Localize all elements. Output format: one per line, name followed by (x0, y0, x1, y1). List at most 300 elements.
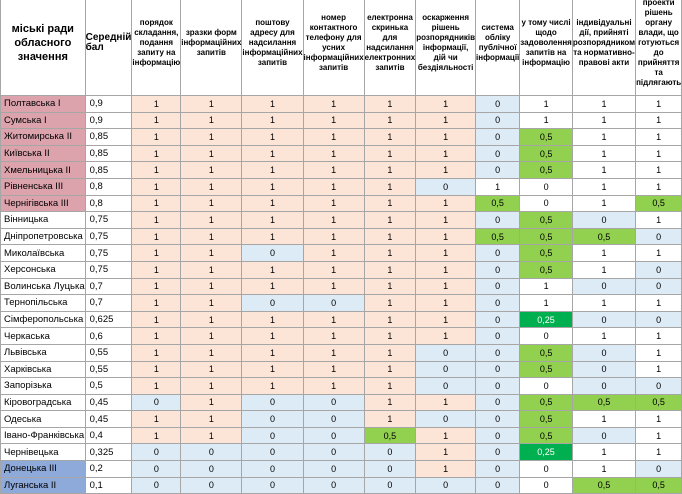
criterion-value-cell[interactable]: 1 (364, 96, 416, 113)
criterion-value-cell[interactable]: 0,5 (520, 129, 573, 146)
criterion-value-cell[interactable]: 1 (242, 212, 303, 229)
criterion-value-cell[interactable]: 1 (416, 228, 476, 245)
criterion-value-cell[interactable]: 0 (364, 477, 416, 494)
header-request-forms[interactable]: зразки форм інформаційних запитів (181, 0, 242, 96)
criterion-value-cell[interactable]: 1 (416, 295, 476, 312)
header-draft-decisions[interactable]: проекти рішень органу влади, що готуються до прийняття та підлягають (636, 0, 682, 96)
criterion-value-cell[interactable]: 0 (572, 212, 635, 229)
criterion-value-cell[interactable]: 0 (242, 295, 303, 312)
criterion-value-cell[interactable]: 1 (242, 162, 303, 179)
criterion-value-cell[interactable]: 0 (520, 195, 573, 212)
criterion-value-cell[interactable]: 0 (520, 378, 573, 395)
criterion-value-cell[interactable]: 1 (132, 311, 181, 328)
header-individual-acts[interactable]: індивідуальні дії, прийняті розпорядником та нормативно-правові акти (572, 0, 635, 96)
criterion-value-cell[interactable]: 1 (416, 112, 476, 129)
header-appeal-procedure[interactable]: оскарження рішень розпорядників інформації, дій чи бездіяльності (416, 0, 476, 96)
criterion-value-cell[interactable]: 0 (416, 344, 476, 361)
city-name-cell[interactable]: Сімферопольська (1, 311, 86, 328)
criterion-value-cell[interactable]: 1 (416, 162, 476, 179)
criterion-value-cell[interactable]: 0 (636, 461, 682, 478)
average-score-cell[interactable]: 0,325 (85, 444, 132, 461)
criterion-value-cell[interactable]: 1 (181, 344, 242, 361)
criterion-value-cell[interactable]: 1 (132, 212, 181, 229)
criterion-value-cell[interactable]: 0 (364, 444, 416, 461)
city-name-cell[interactable]: Одеська (1, 411, 86, 428)
criterion-value-cell[interactable]: 1 (636, 162, 682, 179)
average-score-cell[interactable]: 0,85 (85, 162, 132, 179)
header-cities[interactable]: міські ради обласного значення (1, 0, 86, 96)
criterion-value-cell[interactable]: 1 (520, 278, 573, 295)
average-score-cell[interactable]: 0,4 (85, 427, 132, 444)
city-name-cell[interactable]: Київська ІІ (1, 145, 86, 162)
criterion-value-cell[interactable]: 0 (132, 477, 181, 494)
criterion-value-cell[interactable]: 1 (636, 145, 682, 162)
criterion-value-cell[interactable]: 1 (242, 311, 303, 328)
criterion-value-cell[interactable]: 1 (181, 361, 242, 378)
criterion-value-cell[interactable]: 1 (181, 394, 242, 411)
criterion-value-cell[interactable]: 1 (636, 96, 682, 113)
criterion-value-cell[interactable]: 0,5 (572, 228, 635, 245)
criterion-value-cell[interactable]: 1 (303, 178, 364, 195)
city-name-cell[interactable]: Волинська Луцька (1, 278, 86, 295)
criterion-value-cell[interactable]: 0 (242, 444, 303, 461)
criterion-value-cell[interactable]: 1 (636, 411, 682, 428)
criterion-value-cell[interactable]: 1 (364, 162, 416, 179)
criterion-value-cell[interactable]: 0 (476, 328, 520, 345)
criterion-value-cell[interactable]: 1 (364, 328, 416, 345)
criterion-value-cell[interactable]: 1 (132, 96, 181, 113)
criterion-value-cell[interactable]: 1 (572, 245, 635, 262)
criterion-value-cell[interactable]: 1 (303, 361, 364, 378)
city-name-cell[interactable]: Харківська (1, 361, 86, 378)
criterion-value-cell[interactable]: 0 (476, 361, 520, 378)
criterion-value-cell[interactable]: 0,5 (520, 245, 573, 262)
criterion-value-cell[interactable]: 0,5 (520, 411, 573, 428)
criterion-value-cell[interactable]: 1 (416, 444, 476, 461)
average-score-cell[interactable]: 0,7 (85, 278, 132, 295)
criterion-value-cell[interactable]: 1 (364, 228, 416, 245)
criterion-value-cell[interactable]: 1 (303, 212, 364, 229)
average-score-cell[interactable]: 0,5 (85, 378, 132, 395)
criterion-value-cell[interactable]: 0 (242, 427, 303, 444)
criterion-value-cell[interactable]: 1 (132, 261, 181, 278)
criterion-value-cell[interactable]: 1 (132, 328, 181, 345)
criterion-value-cell[interactable]: 1 (303, 278, 364, 295)
criterion-value-cell[interactable]: 0,5 (520, 344, 573, 361)
criterion-value-cell[interactable]: 1 (636, 295, 682, 312)
criterion-value-cell[interactable]: 1 (364, 178, 416, 195)
criterion-value-cell[interactable]: 0,5 (520, 228, 573, 245)
criterion-value-cell[interactable]: 0 (242, 411, 303, 428)
criterion-value-cell[interactable]: 0 (636, 261, 682, 278)
criterion-value-cell[interactable]: 0 (303, 427, 364, 444)
criterion-value-cell[interactable]: 1 (242, 344, 303, 361)
criterion-value-cell[interactable]: 0,5 (520, 394, 573, 411)
city-name-cell[interactable]: Запорізька (1, 378, 86, 395)
criterion-value-cell[interactable]: 1 (636, 245, 682, 262)
criterion-value-cell[interactable]: 1 (416, 311, 476, 328)
criterion-value-cell[interactable]: 0 (416, 178, 476, 195)
criterion-value-cell[interactable]: 0 (476, 96, 520, 113)
criterion-value-cell[interactable]: 0,5 (364, 427, 416, 444)
criterion-value-cell[interactable]: 1 (416, 461, 476, 478)
criterion-value-cell[interactable]: 1 (181, 129, 242, 146)
city-name-cell[interactable]: Донецька ІІІ (1, 461, 86, 478)
criterion-value-cell[interactable]: 0 (476, 477, 520, 494)
criterion-value-cell[interactable]: 0 (520, 461, 573, 478)
criterion-value-cell[interactable]: 0 (364, 461, 416, 478)
criterion-value-cell[interactable]: 0 (416, 361, 476, 378)
criterion-value-cell[interactable]: 1 (181, 411, 242, 428)
criterion-value-cell[interactable]: 1 (132, 129, 181, 146)
criterion-value-cell[interactable]: 0 (636, 378, 682, 395)
city-name-cell[interactable]: Сумська І (1, 112, 86, 129)
criterion-value-cell[interactable]: 0 (476, 278, 520, 295)
criterion-value-cell[interactable]: 1 (364, 378, 416, 395)
criterion-value-cell[interactable]: 0,5 (520, 427, 573, 444)
criterion-value-cell[interactable]: 1 (572, 112, 635, 129)
criterion-value-cell[interactable]: 1 (636, 344, 682, 361)
criterion-value-cell[interactable]: 0,5 (572, 477, 635, 494)
criterion-value-cell[interactable]: 1 (416, 245, 476, 262)
criterion-value-cell[interactable]: 0 (476, 378, 520, 395)
criterion-value-cell[interactable]: 1 (132, 112, 181, 129)
criterion-value-cell[interactable]: 1 (242, 228, 303, 245)
average-score-cell[interactable]: 0,75 (85, 228, 132, 245)
criterion-value-cell[interactable]: 1 (636, 212, 682, 229)
average-score-cell[interactable]: 0,625 (85, 311, 132, 328)
criterion-value-cell[interactable]: 0 (242, 477, 303, 494)
criterion-value-cell[interactable]: 1 (572, 261, 635, 278)
criterion-value-cell[interactable]: 0 (572, 378, 635, 395)
criterion-value-cell[interactable]: 1 (572, 328, 635, 345)
criterion-value-cell[interactable]: 1 (242, 195, 303, 212)
criterion-value-cell[interactable]: 1 (416, 195, 476, 212)
criterion-value-cell[interactable]: 1 (181, 261, 242, 278)
criterion-value-cell[interactable]: 1 (364, 295, 416, 312)
average-score-cell[interactable]: 0,9 (85, 96, 132, 113)
criterion-value-cell[interactable]: 0 (520, 328, 573, 345)
criterion-value-cell[interactable]: 1 (242, 112, 303, 129)
criterion-value-cell[interactable]: 1 (416, 261, 476, 278)
criterion-value-cell[interactable]: 0 (242, 461, 303, 478)
criterion-value-cell[interactable]: 0 (132, 394, 181, 411)
criterion-value-cell[interactable]: 1 (181, 112, 242, 129)
criterion-value-cell[interactable]: 1 (242, 129, 303, 146)
criterion-value-cell[interactable]: 1 (572, 178, 635, 195)
criterion-value-cell[interactable]: 0 (416, 378, 476, 395)
criterion-value-cell[interactable]: 0,5 (520, 145, 573, 162)
criterion-value-cell[interactable]: 0,5 (572, 394, 635, 411)
criterion-value-cell[interactable]: 0 (476, 129, 520, 146)
criterion-value-cell[interactable]: 1 (303, 96, 364, 113)
criterion-value-cell[interactable]: 0 (476, 344, 520, 361)
criterion-value-cell[interactable]: 0,5 (520, 162, 573, 179)
criterion-value-cell[interactable]: 1 (416, 129, 476, 146)
criterion-value-cell[interactable]: 1 (132, 361, 181, 378)
criterion-value-cell[interactable]: 0 (303, 295, 364, 312)
criterion-value-cell[interactable]: 1 (416, 427, 476, 444)
criterion-value-cell[interactable]: 0 (572, 361, 635, 378)
criterion-value-cell[interactable]: 1 (572, 129, 635, 146)
criterion-value-cell[interactable]: 0 (476, 461, 520, 478)
header-request-satisfaction[interactable]: у тому числі щодо задоволення запитів на інформацію (520, 0, 573, 96)
average-score-cell[interactable]: 0,45 (85, 394, 132, 411)
criterion-value-cell[interactable]: 1 (416, 145, 476, 162)
criterion-value-cell[interactable]: 0 (132, 444, 181, 461)
criterion-value-cell[interactable]: 1 (364, 344, 416, 361)
criterion-value-cell[interactable]: 0 (572, 427, 635, 444)
criterion-value-cell[interactable]: 1 (636, 328, 682, 345)
average-score-cell[interactable]: 0,8 (85, 178, 132, 195)
criterion-value-cell[interactable]: 1 (636, 427, 682, 444)
city-name-cell[interactable]: Кіровоградська (1, 394, 86, 411)
average-score-cell[interactable]: 0,85 (85, 129, 132, 146)
average-score-cell[interactable]: 0,55 (85, 361, 132, 378)
city-name-cell[interactable]: Черкаська (1, 328, 86, 345)
criterion-value-cell[interactable]: 1 (416, 328, 476, 345)
criterion-value-cell[interactable]: 0 (476, 245, 520, 262)
criterion-value-cell[interactable]: 1 (364, 129, 416, 146)
criterion-value-cell[interactable]: 1 (242, 178, 303, 195)
criterion-value-cell[interactable]: 1 (181, 178, 242, 195)
criterion-value-cell[interactable]: 1 (181, 328, 242, 345)
criterion-value-cell[interactable]: 0 (572, 278, 635, 295)
criterion-value-cell[interactable]: 0 (303, 394, 364, 411)
criterion-value-cell[interactable]: 0,5 (636, 477, 682, 494)
criterion-value-cell[interactable]: 1 (181, 378, 242, 395)
criterion-value-cell[interactable]: 1 (132, 178, 181, 195)
average-score-cell[interactable]: 0,45 (85, 411, 132, 428)
criterion-value-cell[interactable]: 1 (636, 112, 682, 129)
header-phone-number[interactable]: номер контактного телефону для усних інформаційних запитів (303, 0, 364, 96)
criterion-value-cell[interactable]: 0 (476, 444, 520, 461)
criterion-value-cell[interactable]: 0 (303, 444, 364, 461)
criterion-value-cell[interactable]: 1 (476, 178, 520, 195)
criterion-value-cell[interactable]: 0 (303, 477, 364, 494)
criterion-value-cell[interactable]: 0 (476, 261, 520, 278)
criterion-value-cell[interactable]: 1 (181, 311, 242, 328)
average-score-cell[interactable]: 0,9 (85, 112, 132, 129)
criterion-value-cell[interactable]: 0 (476, 112, 520, 129)
header-info-accounting-system[interactable]: система обліку публічної інформації (476, 0, 520, 96)
criterion-value-cell[interactable]: 1 (181, 145, 242, 162)
criterion-value-cell[interactable]: 1 (303, 378, 364, 395)
criterion-value-cell[interactable]: 1 (520, 96, 573, 113)
criterion-value-cell[interactable]: 0 (242, 245, 303, 262)
city-name-cell[interactable]: Житомирська ІІ (1, 129, 86, 146)
criterion-value-cell[interactable]: 1 (364, 261, 416, 278)
city-name-cell[interactable]: Рівненська ІІІ (1, 178, 86, 195)
criterion-value-cell[interactable]: 1 (364, 394, 416, 411)
criterion-value-cell[interactable]: 0 (476, 427, 520, 444)
criterion-value-cell[interactable]: 1 (303, 261, 364, 278)
city-name-cell[interactable]: Вінницька (1, 212, 86, 229)
criterion-value-cell[interactable]: 1 (181, 228, 242, 245)
criterion-value-cell[interactable]: 1 (520, 112, 573, 129)
criterion-value-cell[interactable]: 1 (364, 212, 416, 229)
criterion-value-cell[interactable]: 1 (416, 394, 476, 411)
criterion-value-cell[interactable]: 0,5 (636, 195, 682, 212)
criterion-value-cell[interactable]: 0,25 (520, 444, 573, 461)
criterion-value-cell[interactable]: 1 (364, 112, 416, 129)
criterion-value-cell[interactable]: 0,5 (476, 228, 520, 245)
criterion-value-cell[interactable]: 1 (572, 96, 635, 113)
criterion-value-cell[interactable]: 1 (303, 162, 364, 179)
criterion-value-cell[interactable]: 0 (181, 444, 242, 461)
criterion-value-cell[interactable]: 1 (303, 328, 364, 345)
criterion-value-cell[interactable]: 1 (364, 195, 416, 212)
criterion-value-cell[interactable]: 1 (181, 195, 242, 212)
criterion-value-cell[interactable]: 0 (416, 411, 476, 428)
criterion-value-cell[interactable]: 0,5 (636, 394, 682, 411)
criterion-value-cell[interactable]: 0 (181, 461, 242, 478)
city-name-cell[interactable]: Львівська (1, 344, 86, 361)
criterion-value-cell[interactable]: 1 (132, 378, 181, 395)
criterion-value-cell[interactable]: 1 (132, 278, 181, 295)
criterion-value-cell[interactable]: 1 (181, 427, 242, 444)
city-name-cell[interactable]: Тернопільська (1, 295, 86, 312)
criterion-value-cell[interactable]: 0 (636, 311, 682, 328)
header-request-procedure[interactable]: порядок складання, подання запиту на інформацію (132, 0, 181, 96)
city-name-cell[interactable]: Чернівецька (1, 444, 86, 461)
criterion-value-cell[interactable]: 1 (364, 411, 416, 428)
criterion-value-cell[interactable]: 0 (476, 212, 520, 229)
criterion-value-cell[interactable]: 1 (181, 245, 242, 262)
criterion-value-cell[interactable]: 0 (303, 411, 364, 428)
header-email-box[interactable]: електронна скринька для надсилання електронних запитів (364, 0, 416, 96)
criterion-value-cell[interactable]: 1 (242, 261, 303, 278)
criterion-value-cell[interactable]: 0 (476, 411, 520, 428)
criterion-value-cell[interactable]: 1 (303, 228, 364, 245)
header-average-score[interactable]: Середній бал (85, 0, 132, 96)
criterion-value-cell[interactable]: 1 (572, 162, 635, 179)
criterion-value-cell[interactable]: 1 (181, 278, 242, 295)
city-name-cell[interactable]: Полтавська І (1, 96, 86, 113)
criterion-value-cell[interactable]: 0 (303, 461, 364, 478)
average-score-cell[interactable]: 0,6 (85, 328, 132, 345)
criterion-value-cell[interactable]: 0 (476, 394, 520, 411)
average-score-cell[interactable]: 0,55 (85, 344, 132, 361)
criterion-value-cell[interactable]: 1 (132, 344, 181, 361)
criterion-value-cell[interactable]: 0,5 (476, 195, 520, 212)
criterion-value-cell[interactable]: 0 (132, 461, 181, 478)
criterion-value-cell[interactable]: 1 (181, 162, 242, 179)
criterion-value-cell[interactable]: 1 (572, 295, 635, 312)
criterion-value-cell[interactable]: 1 (242, 278, 303, 295)
criterion-value-cell[interactable]: 1 (132, 427, 181, 444)
criterion-value-cell[interactable]: 1 (364, 278, 416, 295)
city-name-cell[interactable]: Івано-Франківська (1, 427, 86, 444)
average-score-cell[interactable]: 0,2 (85, 461, 132, 478)
criterion-value-cell[interactable]: 1 (181, 295, 242, 312)
criterion-value-cell[interactable]: 1 (132, 195, 181, 212)
average-score-cell[interactable]: 0,85 (85, 145, 132, 162)
criterion-value-cell[interactable]: 1 (303, 311, 364, 328)
average-score-cell[interactable]: 0,1 (85, 477, 132, 494)
criterion-value-cell[interactable]: 1 (181, 212, 242, 229)
criterion-value-cell[interactable]: 0 (520, 477, 573, 494)
criterion-value-cell[interactable]: 0,5 (520, 361, 573, 378)
criterion-value-cell[interactable]: 1 (242, 328, 303, 345)
criterion-value-cell[interactable]: 0 (476, 162, 520, 179)
average-score-cell[interactable]: 0,75 (85, 261, 132, 278)
criterion-value-cell[interactable]: 0 (572, 311, 635, 328)
criterion-value-cell[interactable]: 1 (242, 378, 303, 395)
criterion-value-cell[interactable]: 1 (303, 195, 364, 212)
criterion-value-cell[interactable]: 0 (416, 477, 476, 494)
criterion-value-cell[interactable]: 1 (572, 444, 635, 461)
criterion-value-cell[interactable]: 0 (476, 295, 520, 312)
criterion-value-cell[interactable]: 0 (242, 394, 303, 411)
criterion-value-cell[interactable]: 1 (636, 129, 682, 146)
criterion-value-cell[interactable]: 1 (520, 295, 573, 312)
city-name-cell[interactable]: Миколаївська (1, 245, 86, 262)
criterion-value-cell[interactable]: 0 (636, 228, 682, 245)
criterion-value-cell[interactable]: 0,25 (520, 311, 573, 328)
criterion-value-cell[interactable]: 0 (520, 178, 573, 195)
header-postal-address[interactable]: поштову адресу для надсилання інформаційних запитів (242, 0, 303, 96)
criterion-value-cell[interactable]: 0 (181, 477, 242, 494)
criterion-value-cell[interactable]: 1 (416, 212, 476, 229)
criterion-value-cell[interactable]: 1 (132, 245, 181, 262)
criterion-value-cell[interactable]: 0 (476, 311, 520, 328)
criterion-value-cell[interactable]: 1 (572, 195, 635, 212)
city-name-cell[interactable]: Хмельницька ІІ (1, 162, 86, 179)
criterion-value-cell[interactable]: 1 (364, 245, 416, 262)
city-name-cell[interactable]: Херсонська (1, 261, 86, 278)
criterion-value-cell[interactable]: 1 (242, 145, 303, 162)
city-name-cell[interactable]: Чернігівська ІІІ (1, 195, 86, 212)
criterion-value-cell[interactable]: 1 (303, 112, 364, 129)
criterion-value-cell[interactable]: 1 (636, 178, 682, 195)
city-name-cell[interactable]: Дніпропетровська (1, 228, 86, 245)
criterion-value-cell[interactable]: 1 (572, 145, 635, 162)
average-score-cell[interactable]: 0,8 (85, 195, 132, 212)
criterion-value-cell[interactable]: 1 (132, 162, 181, 179)
criterion-value-cell[interactable]: 1 (303, 129, 364, 146)
criterion-value-cell[interactable]: 0 (572, 344, 635, 361)
criterion-value-cell[interactable]: 1 (303, 145, 364, 162)
average-score-cell[interactable]: 0,7 (85, 295, 132, 312)
criterion-value-cell[interactable]: 0,5 (520, 261, 573, 278)
criterion-value-cell[interactable]: 1 (416, 96, 476, 113)
criterion-value-cell[interactable]: 1 (303, 245, 364, 262)
criterion-value-cell[interactable]: 1 (181, 96, 242, 113)
criterion-value-cell[interactable]: 1 (132, 295, 181, 312)
city-name-cell[interactable]: Луганська ІІ (1, 477, 86, 494)
criterion-value-cell[interactable]: 1 (242, 361, 303, 378)
criterion-value-cell[interactable]: 1 (572, 461, 635, 478)
criterion-value-cell[interactable]: 1 (132, 228, 181, 245)
average-score-cell[interactable]: 0,75 (85, 245, 132, 262)
criterion-value-cell[interactable]: 1 (364, 145, 416, 162)
criterion-value-cell[interactable]: 1 (416, 278, 476, 295)
criterion-value-cell[interactable]: 1 (303, 344, 364, 361)
criterion-value-cell[interactable]: 1 (636, 361, 682, 378)
criterion-value-cell[interactable]: 0,5 (520, 212, 573, 229)
criterion-value-cell[interactable]: 1 (132, 145, 181, 162)
criterion-value-cell[interactable]: 1 (132, 411, 181, 428)
criterion-value-cell[interactable]: 1 (364, 311, 416, 328)
criterion-value-cell[interactable]: 0 (476, 145, 520, 162)
average-score-cell[interactable]: 0,75 (85, 212, 132, 229)
criterion-value-cell[interactable]: 1 (636, 444, 682, 461)
criterion-value-cell[interactable]: 1 (242, 96, 303, 113)
criterion-value-cell[interactable]: 1 (572, 411, 635, 428)
criterion-value-cell[interactable]: 0 (636, 278, 682, 295)
criterion-value-cell[interactable]: 1 (364, 361, 416, 378)
